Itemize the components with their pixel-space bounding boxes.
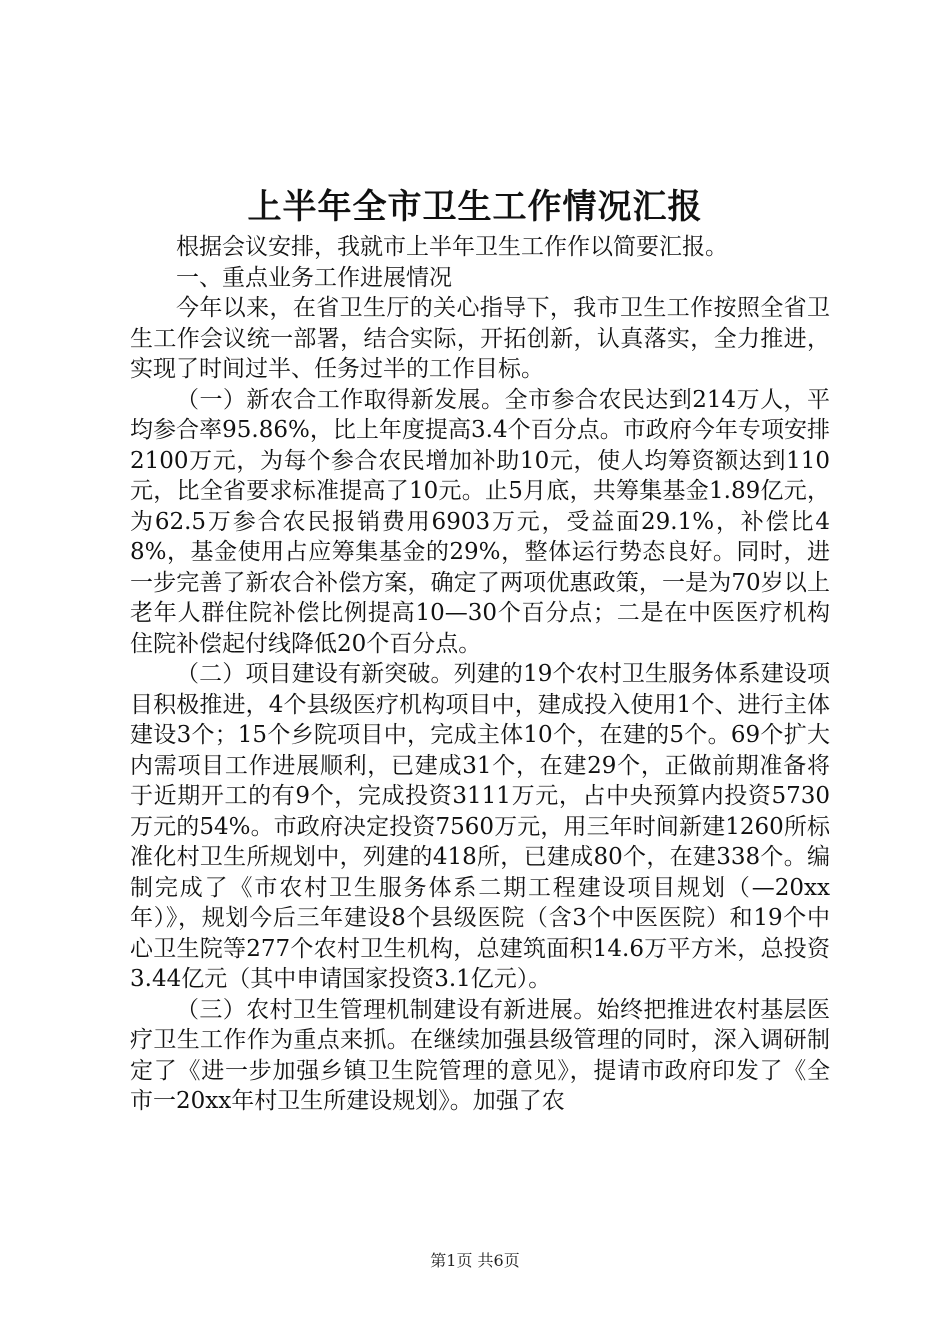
page-number-footer: 第1页 共6页 [430,1251,520,1270]
paragraph-intro: 根据会议安排，我就市上半年卫生工作作以简要汇报。 [176,234,728,260]
paragraph-item-3: （三）农村卫生管理机制建设有新进展。始终把推进农村基层医疗卫生工作作为重点来抓。在继续加强县级管理的同时，深入调研制定了《进一步加强乡镇卫生院管理的意见》，提请市政府印发了《全市一20xx年村卫生所建设规划》。加强了农 [130,996,830,1114]
document-title: 上半年全市卫生工作情况汇报 [247,187,703,227]
paragraph-overview: 今年以来，在省卫生厅的关心指导下，我市卫生工作按照全省卫生工作会议统一部署，结合实际，开拓创新，认真落实，全力推进，实现了时间过半、任务过半的工作目标。 [130,295,830,382]
paragraph-item-1: （一）新农合工作取得新发展。全市参合农民达到214万人，平均参合率95.86%，比上年度提高3.4个百分点。市政府今年专项安排2100万元，为每个参合农民增加补助10元，使人均筹资额达到110元，比全省要求标准提高了10元。止5月底，共筹集基金1.89亿元，为62.5万参合农民报销费用6903万元，受益面29.1%，补偿比48%，基金使用占应筹集基金的29%，整体运行势态良好。同时，进一步完善了新农合补偿方案，确定了两项优惠政策，一是为70岁以上老年人群住院补偿比例提高10—30个百分点；二是在中医医疗机构住院补偿起付线降低20个百分点。 [130,386,830,657]
paragraph-item-2: （二）项目建设有新突破。列建的19个农村卫生服务体系建设项目积极推进，4个县级医疗机构项目中，建成投入使用1个、进行主体建设3个；15个乡院项目中，完成主体10个，在建的5个。69个扩大内需项目工作进展顺利，已建成31个，在建29个，正做前期准备将于近期开工的有9个，完成投资3111万元，占中央预算内投资5730万元的54%。市政府决定投资7560万元，用三年时间新建1260所标准化村卫生所规划中，列建的418所，已建成80个，在建338个。编制完成了《市农村卫生服务体系二期工程建设项目规划（—20xx年）》，规划今后三年建设8个县级医院（含3个中医医院）和19个中心卫生院等277个农村卫生机构，总建筑面积14.6万平方米，总投资3.44亿元（其中申请国家投资3.1亿元）。 [130,661,830,992]
document-body [130,232,830,1117]
section-heading: 一、重点业务工作进展情况 [176,264,452,291]
